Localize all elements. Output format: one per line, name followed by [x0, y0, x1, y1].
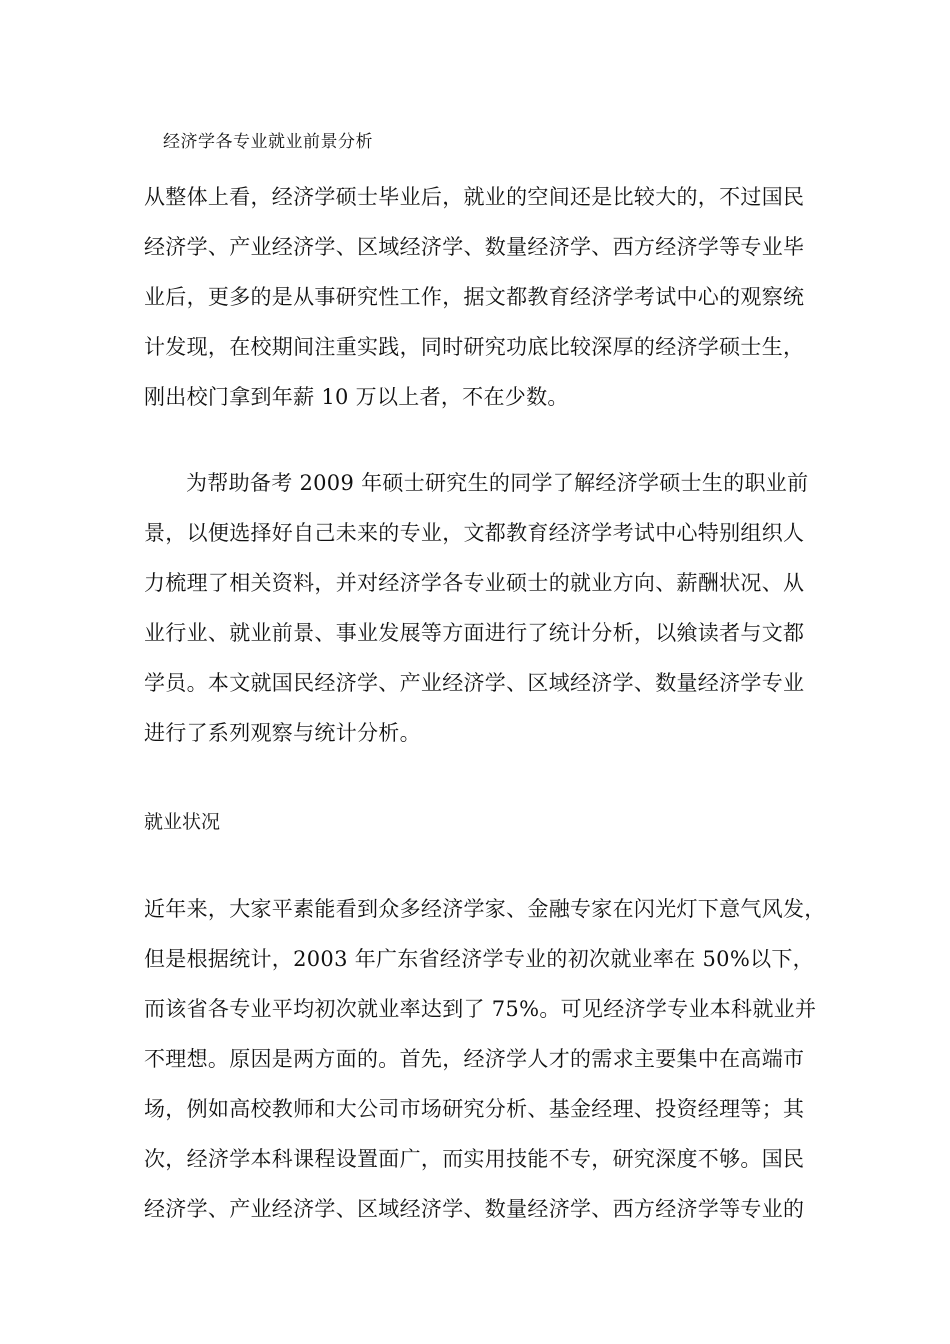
- paragraph-line: 业行业、就业前景、事业发展等方面进行了统计分析，以飨读者与文都: [144, 621, 805, 645]
- paragraph-line: 业后，更多的是从事研究性工作，据文都教育经济学考试中心的观察统: [144, 285, 805, 309]
- paragraph-line: 景，以便选择好自己未来的专业，文都教育经济学考试中心特别组织人: [144, 521, 805, 545]
- paragraph-line: 从整体上看，经济学硕士毕业后，就业的空间还是比较大的，不过国民: [144, 185, 805, 209]
- document-title: 经济学各专业就业前景分析: [163, 132, 373, 152]
- paragraph-line: 学员。本文就国民经济学、产业经济学、区域经济学、数量经济学专业: [144, 671, 805, 695]
- paragraph-line: 近年来，大家平素能看到众多经济学家、金融专家在闪光灯下意气风发，: [144, 897, 826, 921]
- paragraph-line: 经济学、产业经济学、区域经济学、数量经济学、西方经济学等专业毕: [144, 235, 805, 259]
- paragraph-line: 场，例如高校教师和大公司市场研究分析、基金经理、投资经理等；其: [144, 1097, 805, 1121]
- paragraph-line: 次，经济学本科课程设置面广，而实用技能不专，研究深度不够。国民: [144, 1147, 805, 1171]
- paragraph-line: 力梳理了相关资料，并对经济学各专业硕士的就业方向、薪酬状况、从: [144, 571, 805, 595]
- paragraph-line: 但是根据统计，2003 年广东省经济学专业的初次就业率在 50%以下，: [144, 947, 814, 971]
- paragraph-line: 而该省各专业平均初次就业率达到了 75%。可见经济学专业本科就业并: [144, 997, 817, 1021]
- section-heading: 就业状况: [144, 811, 221, 833]
- paragraph-line: 计发现，在校期间注重实践，同时研究功底比较深厚的经济学硕士生，: [144, 335, 805, 359]
- paragraph-line: 经济学、产业经济学、区域经济学、数量经济学、西方经济学等专业的: [144, 1197, 805, 1221]
- paragraph-line: 进行了系列观察与统计分析。: [144, 721, 421, 745]
- paragraph-line: 不理想。原因是两方面的。首先，经济学人才的需求主要集中在高端市: [144, 1047, 805, 1071]
- paragraph-line: 为帮助备考 2009 年硕士研究生的同学了解经济学硕士生的职业前: [186, 471, 809, 495]
- paragraph-line: 刚出校门拿到年薪 10 万以上者，不在少数。: [144, 385, 569, 409]
